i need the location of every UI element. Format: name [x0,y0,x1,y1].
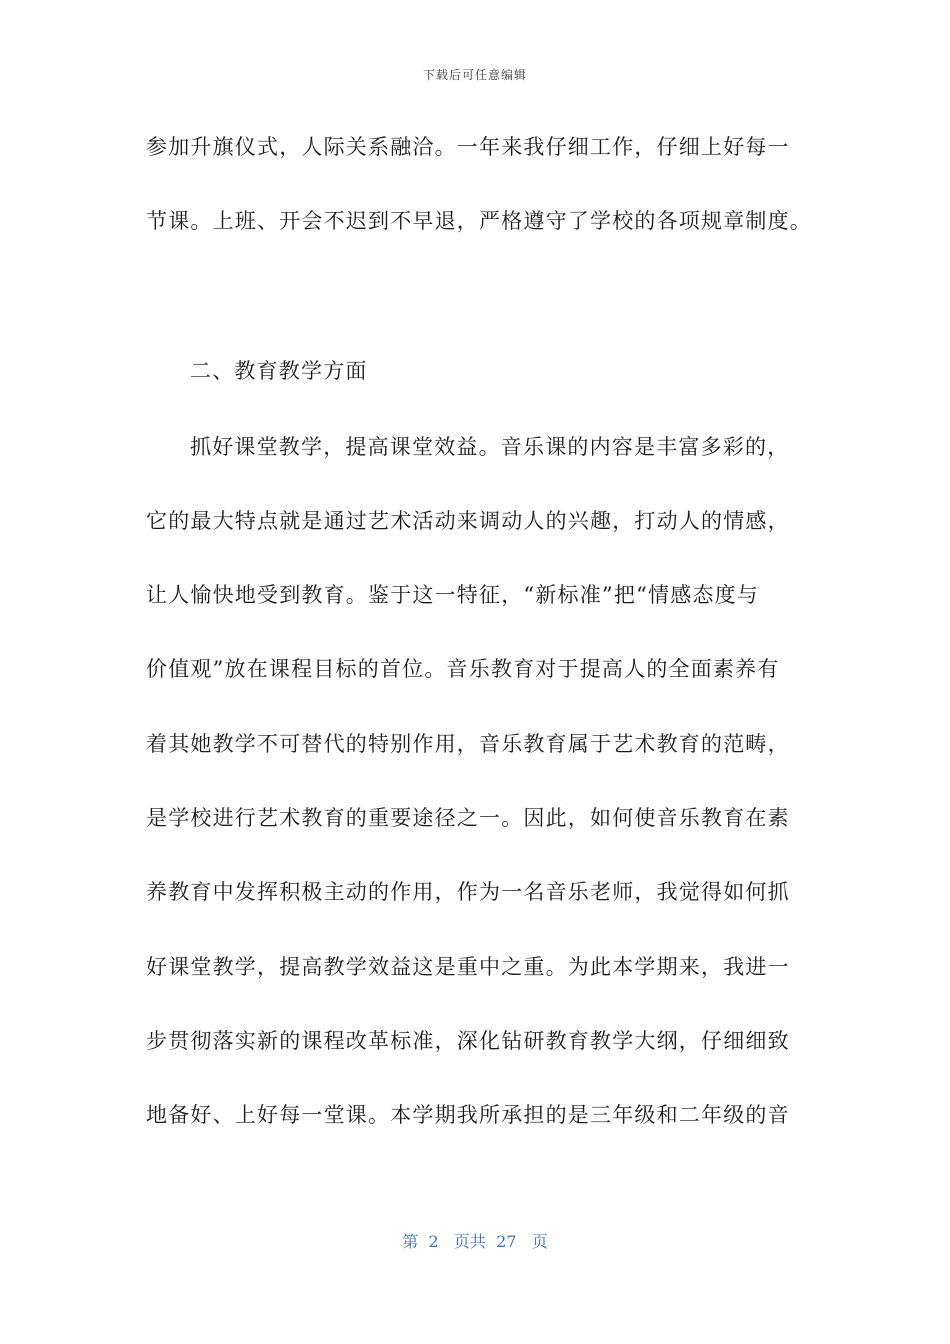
paragraph-first-line: 抓好课堂教学，提高课堂效益。音乐课的内容是丰富多彩的， [190,435,790,459]
body-line: 节课。上班、开会不迟到不早退，严格遵守了学校的各项规章制度。 [146,209,812,233]
body-line: 步贯彻落实新的课程改革标准，深化钻研教育教学大纲，仔细细致 [146,1029,790,1053]
section-heading: 二、教育教学方面 [190,359,368,383]
body-line: 是学校进行艺术教育的重要途径之一。因此，如何使音乐教育在素 [146,806,790,830]
body-line: 它的最大特点就是通过艺术活动来调动人的兴趣，打动人的情感， [146,509,790,533]
body-line: 着其她教学不可替代的特别作用，音乐教育属于艺术教育的范畴， [146,732,790,756]
header-note: 下载后可任意编辑 [422,68,527,82]
body-line: 养教育中发挥积极主动的作用，作为一名音乐老师，我觉得如何抓 [146,880,790,904]
body-line: 参加升旗仪式，人际关系融洽。一年来我仔细工作，仔细上好每一 [146,135,790,159]
body-line: 地备好、上好每一堂课。本学期我所承担的是三年级和二年级的音 [146,1103,790,1127]
body-line: 好课堂教学，提高教学效益这是重中之重。为此本学期来，我进一 [146,955,790,979]
body-line: 让人愉快地受到教育。鉴于这一特征，“新标准”把“情感态度与 [146,583,760,607]
page-number-footer: 第 2 页共 27 页 [402,1232,548,1251]
body-line: 价值观”放在课程目标的首位。音乐教育对于提高人的全面素养有 [146,657,780,681]
